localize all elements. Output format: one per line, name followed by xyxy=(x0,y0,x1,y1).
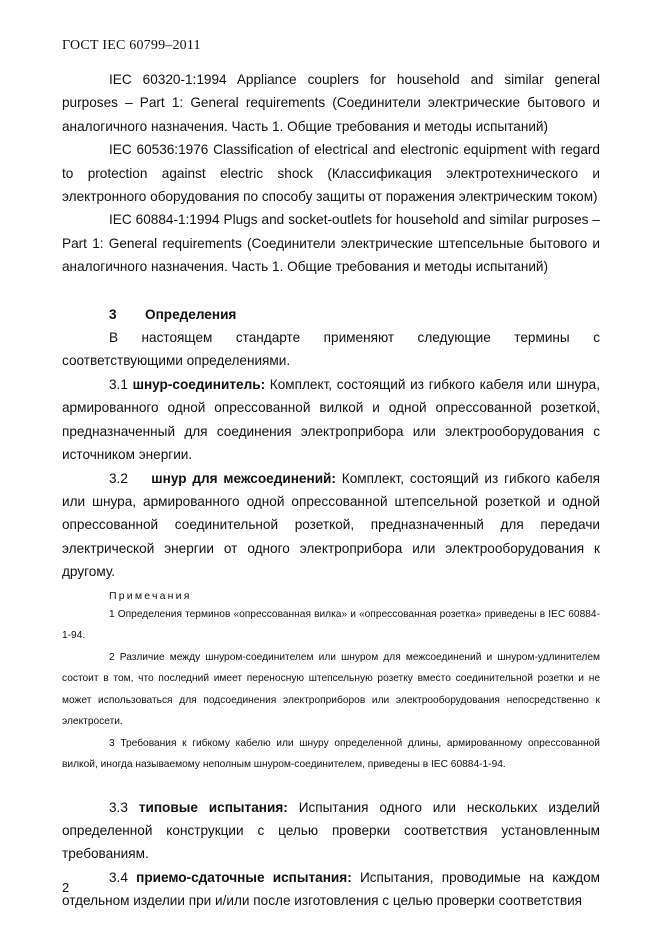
definition-term: типовые испытания: xyxy=(138,799,288,815)
document-header: ГОСТ IEC 60799–2011 xyxy=(62,38,201,53)
definition-number: 3.4 xyxy=(109,869,128,885)
definition-text: Комплект, состоящий из гибкого кабеля или шнура, армированного одной опрессованной вилкой и одной опрессованной розеткой, предназначенный для соединения электроприбора или электрооборудования с источником энергии. xyxy=(62,376,600,463)
page-number: 2 xyxy=(62,880,70,895)
section-title: Определения xyxy=(145,306,237,322)
section-intro: В настоящем стандарте применяют следующие термины с соответствующими определениями. xyxy=(62,330,600,369)
notes-heading: Примечания xyxy=(109,589,192,602)
definition-term: шнур для межсоединений: xyxy=(151,470,336,486)
definition-term: приемо-сдаточные испытания: xyxy=(136,869,352,885)
definition-text: Комплект, состоящий из гибкого кабеля или шнура, армированного одной опрессованной штепсельной розеткой и одной опрессованной соединительной розеткой, предназначенный для передачи электрической энергии от одного электроприбора или электрооборудования к другому. xyxy=(62,470,600,580)
definition-3-4 xyxy=(62,866,600,913)
reference-iec-60884: IEC 60884-1:1994 Plugs and socket-outlets for household and similar purposes – Part 1: General requirements (Соединители электрические штепсельные бытового и аналогичного назначения. Часть 1. Общие требования и методы испытаний) xyxy=(62,212,600,275)
section-number: 3 xyxy=(109,306,117,322)
definition-text: Испытания одного или нескольких изделий определенной конструкции с целью проверки соответствия установленным требованиям. xyxy=(62,799,601,862)
definition-term: шнур-соединитель: xyxy=(132,376,266,392)
definition-number: 3.2 xyxy=(109,470,128,486)
page-content xyxy=(62,68,600,913)
spacer xyxy=(62,279,600,303)
reference-iec-60320: IEC 60320-1:1994 Appliance couplers for household and similar general purposes – Part 1: General requirements (Соединители электрические бытового и аналогичного назначения. Часть 1. Общие требования и методы испытаний) xyxy=(62,72,600,134)
note-3: 3 Требования к гибкому кабелю или шнуру определенной длины, армированному опрессованной вилкой, иногда называемому неполным шнуром-соединителем, приведены в IEC 60884-1-94. xyxy=(62,737,600,771)
note-1: 1 Определения терминов «опрессованная вилка» и «опрессованная розетка» приведены в IEC 60884-1-94. xyxy=(62,608,600,642)
definition-text: Испытания, проводимые на каждом отдельном изделии при и/или после изготовления с целью проверки соответствия xyxy=(62,869,600,909)
definition-number: 3.1 xyxy=(109,376,128,392)
definition-number: 3.3 xyxy=(109,799,128,815)
definition-3-1 xyxy=(62,373,600,467)
spacer xyxy=(62,776,600,796)
definition-3-2 xyxy=(62,467,600,584)
definition-3-3 xyxy=(62,796,600,866)
section-heading xyxy=(62,303,600,326)
note-2: 2 Различие между шнуром-соединителем или шнуром для межсоединений и шнуром-удлинителем состоит в том, что последний имеет переносную штепсельную розетку вместо соединительной розетки и не может использоваться для подсоединения электроприборов или электрооборудования непосредственно к электросети. xyxy=(62,651,600,728)
reference-iec-60536: IEC 60536:1976 Classification of electrical and electronic equipment with regard to protection against electric shock (Классификация электротехнического и электронного оборудования по способу защиты от поражения электрическим током) xyxy=(62,142,600,205)
